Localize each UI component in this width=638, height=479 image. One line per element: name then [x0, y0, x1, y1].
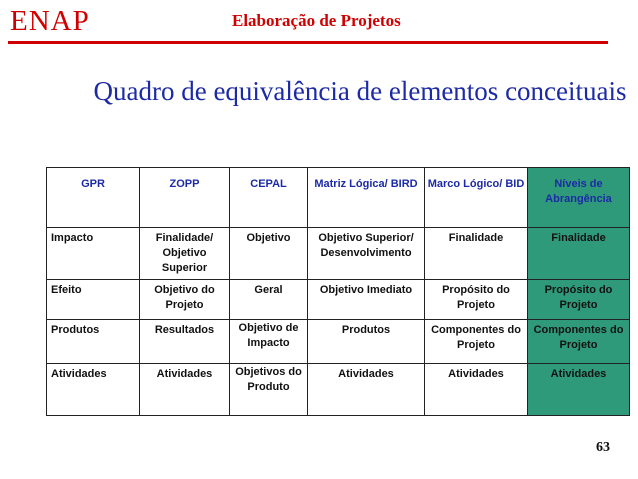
column-header-niveis-abrangencia: Níveis de Abrangência — [528, 168, 630, 228]
table-row — [47, 320, 630, 364]
table-cell: Resultados — [140, 320, 230, 364]
table-cell: Atividades — [528, 364, 630, 416]
table-cell: Produtos — [47, 320, 140, 364]
column-header-marco-logico-bid: Marco Lógico/ BID — [425, 168, 528, 228]
equivalence-table — [46, 167, 630, 416]
page-title: Quadro de equivalência de elementos conceituais — [93, 76, 627, 106]
table-cell: Propósito do Projeto — [425, 280, 528, 320]
table-cell: Impacto — [47, 228, 140, 280]
table-cell: Componentes do Projeto — [528, 320, 630, 364]
table-cell: Propósito do Projeto — [528, 280, 630, 320]
table-cell: Finalidade/ Objetivo Superior — [140, 228, 230, 280]
table-cell: Objetivo de Impacto — [230, 320, 308, 364]
table-cell: Objetivos do Produto — [230, 364, 308, 416]
table-cell: Atividades — [140, 364, 230, 416]
enap-logo: ENAP — [10, 5, 90, 37]
table-cell: Produtos — [308, 320, 425, 364]
table-cell: Atividades — [308, 364, 425, 416]
table-cell: Objetivo — [230, 228, 308, 280]
table-cell: Componentes do Projeto — [425, 320, 528, 364]
table-cell: Geral — [230, 280, 308, 320]
table-cell: Objetivo Imediato — [308, 280, 425, 320]
table-cell: Efeito — [47, 280, 140, 320]
table-row — [47, 280, 630, 320]
table-row — [47, 364, 630, 416]
header-divider — [8, 41, 608, 44]
column-header-zopp: ZOPP — [140, 168, 230, 228]
table-cell: Finalidade — [528, 228, 630, 280]
table-header-row — [47, 168, 630, 228]
table-cell: Atividades — [47, 364, 140, 416]
table-row — [47, 228, 630, 280]
page-number: 63 — [596, 440, 610, 455]
table-cell: Atividades — [425, 364, 528, 416]
table-cell: Objetivo Superior/ Desenvolvimento — [308, 228, 425, 280]
column-header-matriz-logica-bird: Matriz Lógica/ BIRD — [308, 168, 425, 228]
table-cell: Finalidade — [425, 228, 528, 280]
table-cell: Objetivo do Projeto — [140, 280, 230, 320]
column-header-gpr: GPR — [47, 168, 140, 228]
header-title: Elaboração de Projetos — [232, 11, 401, 30]
column-header-cepal: CEPAL — [230, 168, 308, 228]
